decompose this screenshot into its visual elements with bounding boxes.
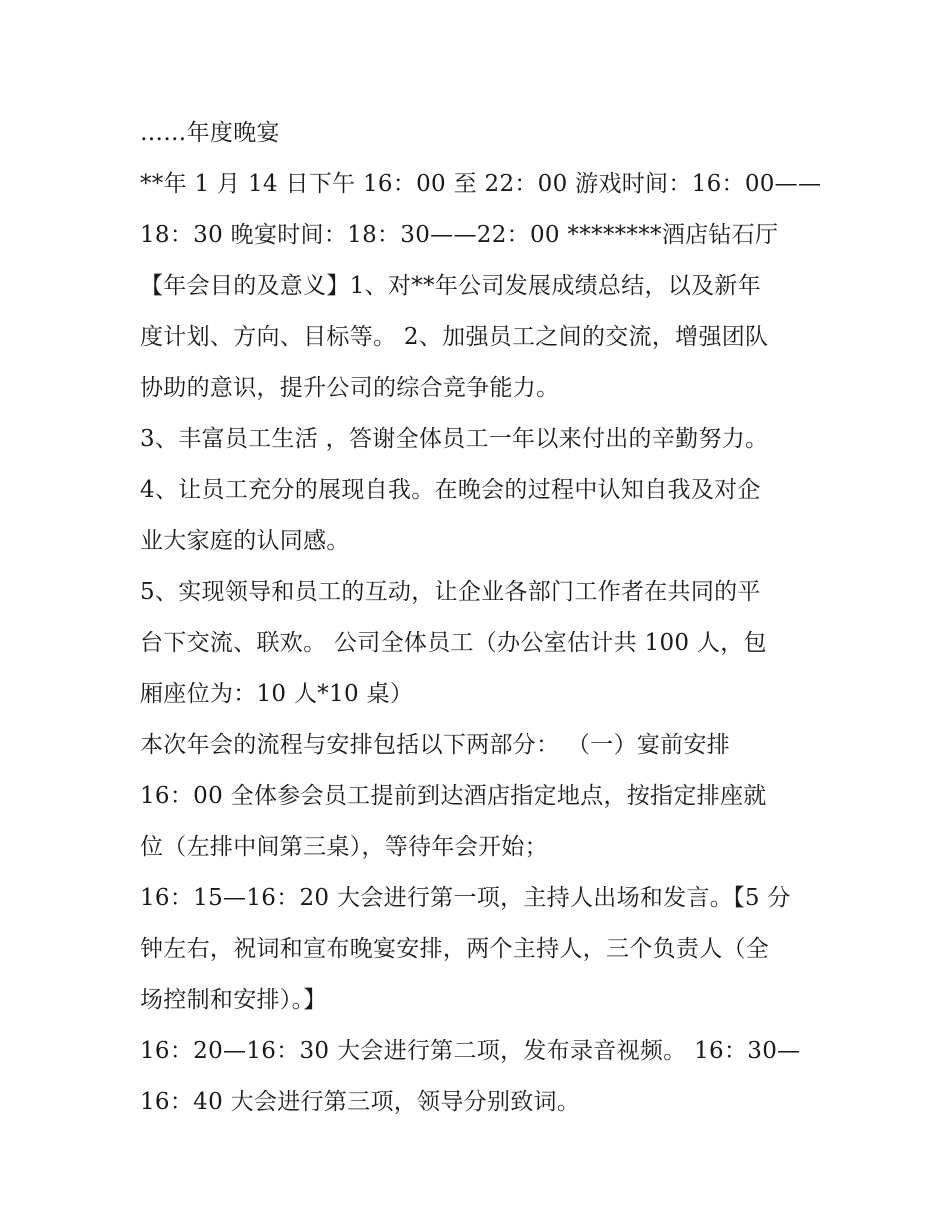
text-line: 度计划、方向、目标等。 2、加强员工之间的交流，增强团队 [140, 324, 769, 350]
text-line: 协助的意识，提升公司的综合竞争能力。 [140, 375, 560, 401]
text-line: 位（左排中间第三桌），等待年会开始； [140, 834, 548, 860]
document-title: ……年度晚宴 [140, 120, 280, 146]
text-line: 16：20—16：30 大会进行第二项，发布录音视频。 16：30— [140, 1038, 801, 1064]
text-line: 3、丰富员工生活 ，答谢全体员工一年以来付出的辛勤努力。 [140, 426, 769, 452]
text-line: 16：40 大会进行第三项，领导分别致词。 [140, 1089, 581, 1115]
text-line: 厢座位为：10 人*10 桌） [140, 681, 414, 707]
text-line: **年 1 月 14 日下午 16：00 至 22：00 游戏时间：16：00—— [140, 171, 822, 197]
text-line: 【年会目的及意义】1、对**年公司发展成绩总结，以及新年 [140, 273, 762, 299]
text-line: 16：15—16：20 大会进行第一项，主持人出场和发言。【5 分 [140, 885, 791, 911]
text-line: 本次年会的流程与安排包括以下两部分： （一）宴前安排 [140, 732, 731, 758]
text-line: 18：30 晚宴时间：18：30——22：00 ********酒店钻石厅 [140, 222, 779, 248]
text-line: 5、实现领导和员工的互动，让企业各部门工作者在共同的平 [140, 579, 761, 605]
text-line: 钟左右，祝词和宣布晚宴安排，两个主持人，三个负责人（全 [140, 936, 770, 962]
text-line: 业大家庭的认同感。 [140, 528, 350, 554]
text-line: 16：00 全体参会员工提前到达酒店指定地点，按指定排座就 [140, 783, 767, 809]
text-line: 4、让员工充分的展现自我。在晚会的过程中认知自我及对企 [140, 477, 761, 503]
text-line: 台下交流、联欢。 公司全体员工（办公室估计共 100 人，包 [140, 630, 767, 656]
text-line: 场控制和安排）。】 [140, 987, 327, 1013]
document-body [140, 108, 820, 1128]
